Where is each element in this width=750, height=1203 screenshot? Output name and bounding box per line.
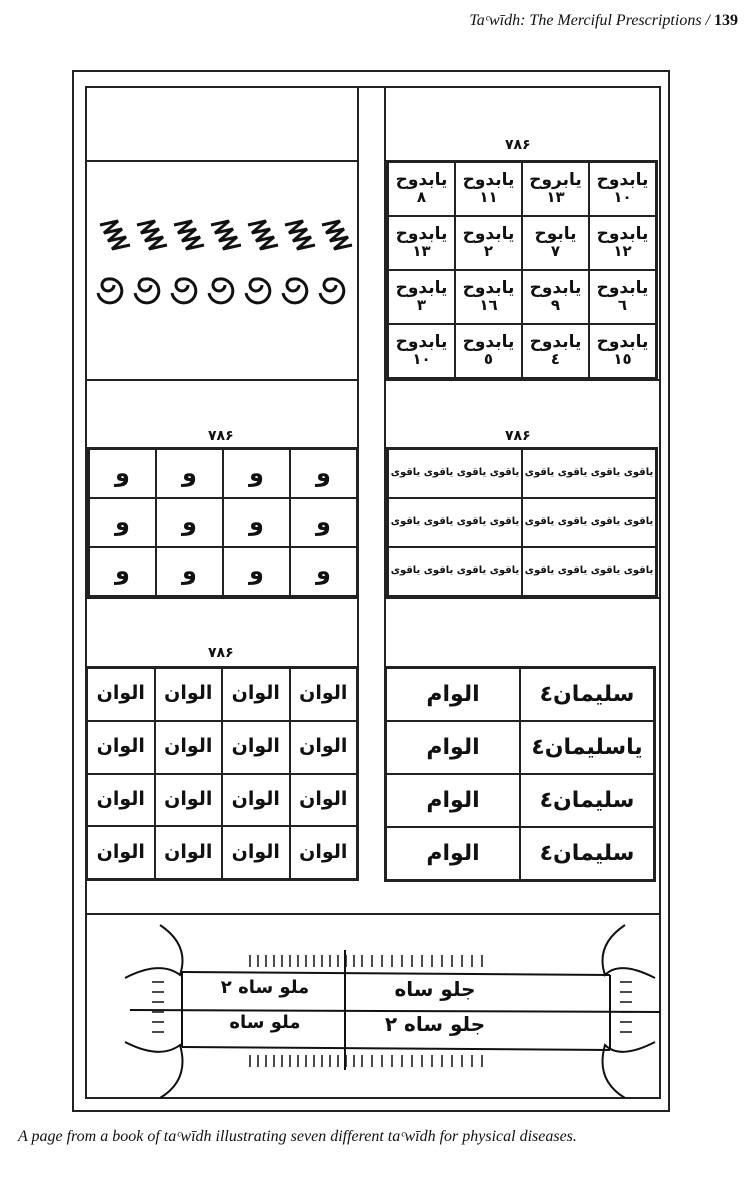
cell-text: يابدوح bbox=[529, 278, 582, 299]
spiral-glyph bbox=[98, 221, 130, 303]
alwan-cell bbox=[290, 721, 358, 774]
magic-square-cell bbox=[455, 216, 522, 270]
spiral-glyph bbox=[320, 221, 352, 303]
cell-text: يابدوح bbox=[462, 332, 515, 353]
cell-number: ١٦ bbox=[479, 296, 498, 315]
spiral-glyph bbox=[283, 221, 315, 303]
yaqawi-cell bbox=[388, 547, 522, 596]
cell-text: الوان bbox=[96, 735, 145, 758]
cell-text: يابدوح bbox=[395, 170, 448, 191]
magic-square-cell bbox=[589, 216, 656, 270]
cell-text: يابدوح bbox=[462, 170, 515, 191]
cell-text: الوان bbox=[164, 682, 213, 705]
divider bbox=[357, 86, 359, 381]
magic-square-cell bbox=[522, 216, 589, 270]
sulayman-grid bbox=[384, 666, 656, 882]
number-786-label: ۷۸۶ bbox=[208, 645, 234, 661]
cell-text: و bbox=[316, 556, 331, 585]
cell-text: يابدوح bbox=[596, 170, 649, 191]
cell-number: ١٣ bbox=[412, 242, 431, 261]
cell-number: ١٥ bbox=[613, 350, 632, 369]
cell-text: الوام bbox=[426, 681, 480, 707]
cell-number: ١٠ bbox=[412, 350, 431, 369]
cell-text: الوان bbox=[96, 840, 145, 863]
cell-text: الوان bbox=[231, 840, 280, 863]
cell-text: ياقوی ياقوی ياقوی ياقوی bbox=[390, 467, 520, 479]
figure-caption: A page from a book of taᶜwīdh illustrating seven different taᶜwīdh for physical diseases. bbox=[18, 1128, 577, 1145]
spiral-talisman bbox=[88, 215, 356, 315]
waw-cell bbox=[156, 498, 223, 547]
alwan-cell bbox=[155, 668, 223, 721]
cell-number: ٣ bbox=[416, 296, 427, 315]
cell-text: يابدوح bbox=[596, 278, 649, 299]
spiral-glyph bbox=[135, 221, 167, 303]
alwan-cell bbox=[222, 826, 290, 879]
cell-text: سليمان٤ bbox=[539, 840, 635, 866]
cell-number: ٧ bbox=[550, 242, 561, 261]
cell-number: ٥ bbox=[483, 350, 494, 369]
alwan-cell bbox=[155, 721, 223, 774]
cell-text: الوان bbox=[299, 682, 348, 705]
magic-square-cell bbox=[388, 324, 455, 378]
cell-text: يابدوح bbox=[395, 224, 448, 245]
cell-text: ياقوی ياقوی ياقوی ياقوی bbox=[524, 516, 654, 528]
magic-square-cell bbox=[455, 270, 522, 324]
waw-cell bbox=[223, 449, 290, 498]
spiral-glyph bbox=[246, 221, 278, 303]
cell-text: يابدوح bbox=[529, 332, 582, 353]
yaqawi-cell bbox=[522, 547, 656, 596]
cell-text: يابروح bbox=[529, 170, 582, 191]
alwan-cell bbox=[290, 826, 358, 879]
alwan-cell bbox=[155, 774, 223, 827]
number-786-label: ۷۸۶ bbox=[505, 137, 531, 153]
cell-text: و bbox=[249, 458, 264, 487]
cell-number: ١١ bbox=[479, 188, 498, 207]
waw-cell bbox=[223, 498, 290, 547]
yaqawi-grid bbox=[386, 447, 658, 598]
cell-text: و bbox=[316, 458, 331, 487]
cell-text: يابدوح bbox=[596, 224, 649, 245]
yaqawi-cell bbox=[522, 498, 656, 547]
cell-text: ياقوی ياقوی ياقوی ياقوی bbox=[524, 467, 654, 479]
cell-text: و bbox=[182, 458, 197, 487]
cell-text: و bbox=[115, 507, 130, 536]
waw-cell bbox=[290, 449, 357, 498]
cell-text: يابدوح bbox=[596, 332, 649, 353]
cell-number: ٤ bbox=[550, 350, 561, 369]
yaqawi-cell bbox=[522, 449, 656, 498]
magic-square-cell bbox=[522, 270, 589, 324]
alwan-cell bbox=[222, 668, 290, 721]
divider bbox=[85, 913, 661, 915]
cell-text: الوام bbox=[426, 787, 480, 813]
cell-text: الوام bbox=[426, 734, 480, 760]
cell-text: ياقوی ياقوی ياقوی ياقوی bbox=[390, 516, 520, 528]
cell-number: ٩ bbox=[550, 296, 561, 315]
cell-number: ١٣ bbox=[546, 188, 565, 207]
cell-text: الوان bbox=[299, 735, 348, 758]
alwan-cell bbox=[87, 826, 155, 879]
header-separator: / bbox=[705, 12, 710, 29]
waw-cell bbox=[290, 547, 357, 596]
bottom-cell: ملو ساه bbox=[229, 1012, 301, 1033]
divider bbox=[85, 160, 359, 162]
number-786-label: ۷۸۶ bbox=[208, 428, 234, 444]
page-number: 139 bbox=[714, 12, 738, 29]
sulayman-cell bbox=[386, 668, 520, 721]
cell-text: و bbox=[182, 556, 197, 585]
cell-text: الوان bbox=[299, 787, 348, 810]
cell-text: الوان bbox=[299, 840, 348, 863]
cell-text: يابوح bbox=[534, 224, 577, 245]
alwan-cell bbox=[222, 721, 290, 774]
magic-square-cell bbox=[388, 162, 455, 216]
cell-text: الوان bbox=[231, 787, 280, 810]
waw-cell bbox=[223, 547, 290, 596]
yaqawi-cell bbox=[388, 498, 522, 547]
waw-cell bbox=[89, 449, 156, 498]
waw-cell bbox=[89, 547, 156, 596]
sulayman-cell bbox=[520, 774, 654, 827]
alwan-cell bbox=[87, 774, 155, 827]
number-786-label: ۷۸۶ bbox=[505, 428, 531, 444]
cell-text: يابدوح bbox=[395, 332, 448, 353]
cell-text: الوام bbox=[426, 840, 480, 866]
sulayman-cell bbox=[520, 827, 654, 880]
magic-square-grid bbox=[386, 160, 658, 380]
bottom-cell: جلو ساه bbox=[394, 977, 476, 1001]
waw-cell bbox=[156, 547, 223, 596]
bottom-cell: ملو ساه ٢ bbox=[220, 977, 310, 998]
cell-text: و bbox=[115, 556, 130, 585]
magic-square-cell bbox=[589, 270, 656, 324]
cell-text: الوان bbox=[96, 682, 145, 705]
cell-text: يابدوح bbox=[462, 224, 515, 245]
cell-number: ٢ bbox=[483, 242, 494, 261]
alwan-grid bbox=[85, 666, 359, 881]
cell-text: يابدوح bbox=[395, 278, 448, 299]
alwan-cell bbox=[222, 774, 290, 827]
sulayman-cell bbox=[386, 721, 520, 774]
cell-text: و bbox=[249, 507, 264, 536]
cell-number: ٦ bbox=[617, 296, 628, 315]
alwan-cell bbox=[87, 668, 155, 721]
cell-text: سليمان٤ bbox=[539, 681, 635, 707]
magic-square-cell bbox=[522, 162, 589, 216]
magic-square-cell bbox=[589, 324, 656, 378]
cell-number: ١٢ bbox=[613, 242, 632, 261]
alwan-cell bbox=[155, 826, 223, 879]
cell-text: يابدوح bbox=[462, 278, 515, 299]
sulayman-cell bbox=[386, 774, 520, 827]
cell-text: الوان bbox=[164, 735, 213, 758]
running-header bbox=[469, 12, 738, 30]
waw-cell bbox=[156, 449, 223, 498]
waw-cell bbox=[290, 498, 357, 547]
magic-square-cell bbox=[455, 324, 522, 378]
header-title: Taᶜwīdh: The Merciful Prescriptions bbox=[469, 12, 702, 29]
spiral-glyph bbox=[172, 221, 204, 303]
cell-text: الوان bbox=[231, 735, 280, 758]
cell-number: ١٠ bbox=[613, 188, 632, 207]
alwan-cell bbox=[290, 668, 358, 721]
cell-text: الوان bbox=[164, 840, 213, 863]
magic-square-cell bbox=[388, 270, 455, 324]
cell-text: و bbox=[182, 507, 197, 536]
waw-cell bbox=[89, 498, 156, 547]
cell-text: و bbox=[316, 507, 331, 536]
sulayman-cell bbox=[386, 827, 520, 880]
alwan-cell bbox=[290, 774, 358, 827]
cell-number: ٨ bbox=[416, 188, 427, 207]
cell-text: ياقوی ياقوی ياقوی ياقوی bbox=[390, 565, 520, 577]
magic-square-cell bbox=[522, 324, 589, 378]
bottom-cell: جلو ساه ٢ bbox=[384, 1012, 486, 1036]
cell-text: ياسليمان٤ bbox=[531, 734, 643, 760]
cell-text: الوان bbox=[164, 787, 213, 810]
cell-text: الوان bbox=[231, 682, 280, 705]
spiral-glyph bbox=[209, 221, 241, 303]
cell-text: ياقوی ياقوی ياقوی ياقوی bbox=[524, 565, 654, 577]
yaqawi-cell bbox=[388, 449, 522, 498]
magic-square-cell bbox=[388, 216, 455, 270]
magic-square-cell bbox=[589, 162, 656, 216]
bottom-talisman-drawing bbox=[100, 920, 680, 1100]
cell-text: سليمان٤ bbox=[539, 787, 635, 813]
cell-text: و bbox=[249, 556, 264, 585]
divider bbox=[85, 379, 359, 381]
magic-square-cell bbox=[455, 162, 522, 216]
alwan-cell bbox=[87, 721, 155, 774]
sulayman-cell bbox=[520, 668, 654, 721]
cell-text: الوان bbox=[96, 787, 145, 810]
waw-grid bbox=[87, 447, 359, 598]
cell-text: و bbox=[115, 458, 130, 487]
sulayman-cell bbox=[520, 721, 654, 774]
